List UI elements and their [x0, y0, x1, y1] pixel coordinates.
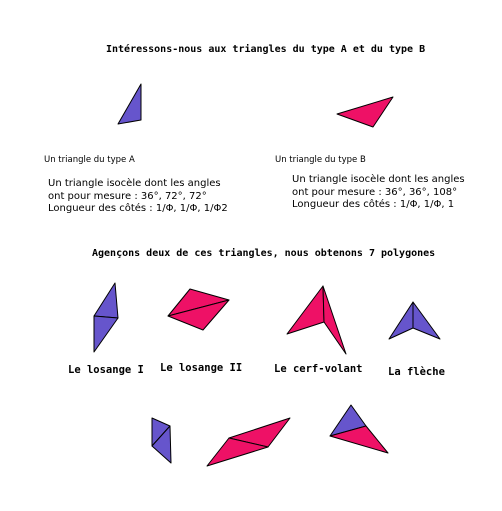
fleche-left-triangle	[389, 302, 413, 339]
bottom-polygon-2	[207, 418, 290, 466]
polygon-label-losange-2: Le losange II	[160, 362, 243, 374]
type-b-desc-line-3: Longueur des côtés : 1/Φ, 1/Φ, 1	[292, 199, 455, 210]
type-a-label: Un triangle du type A	[44, 155, 135, 165]
type-b-label: Un triangle du type B	[275, 155, 366, 165]
losange-1-lower-triangle	[94, 316, 118, 352]
losange-1-upper-triangle	[94, 283, 118, 318]
polygon-label-cerf-volant: Le cerf-volant	[274, 363, 363, 375]
type-b-desc-line-2: ont pour mesure : 36°, 36°, 108°	[292, 186, 458, 198]
losange-2-shape	[168, 289, 229, 330]
type-b-desc-line-1: Un triangle isocèle dont les angles	[292, 174, 465, 185]
subtitle: Agençons deux de ces triangles, nous obtenons 7 polygones	[92, 248, 436, 259]
cerf-volant-right-triangle	[323, 286, 346, 354]
fleche-shape	[389, 302, 440, 339]
cerf-volant-left-triangle	[287, 286, 324, 334]
type-a-desc-line-2: ont pour mesure : 36°, 72°, 72°	[48, 190, 207, 202]
triangle-type-a	[118, 84, 141, 124]
bottom-polygon-3	[330, 405, 388, 453]
losange-1-shape	[94, 283, 118, 352]
page-title: Intéressons-nous aux triangles du type A et du type B	[106, 44, 426, 55]
type-a-desc-line-3: Longueur des côtés : 1/Φ, 1/Φ, 1/Φ2	[48, 203, 228, 214]
polygon-label-losange-1: Le losange I	[68, 364, 144, 376]
triangle-type-b	[337, 97, 393, 127]
bottom-polygon-1	[152, 418, 171, 463]
polygon-label-fleche: La flèche	[388, 366, 445, 378]
cerf-volant-shape	[287, 286, 346, 354]
fleche-right-triangle	[413, 302, 440, 339]
type-a-desc-line-1: Un triangle isocèle dont les angles	[48, 178, 221, 189]
